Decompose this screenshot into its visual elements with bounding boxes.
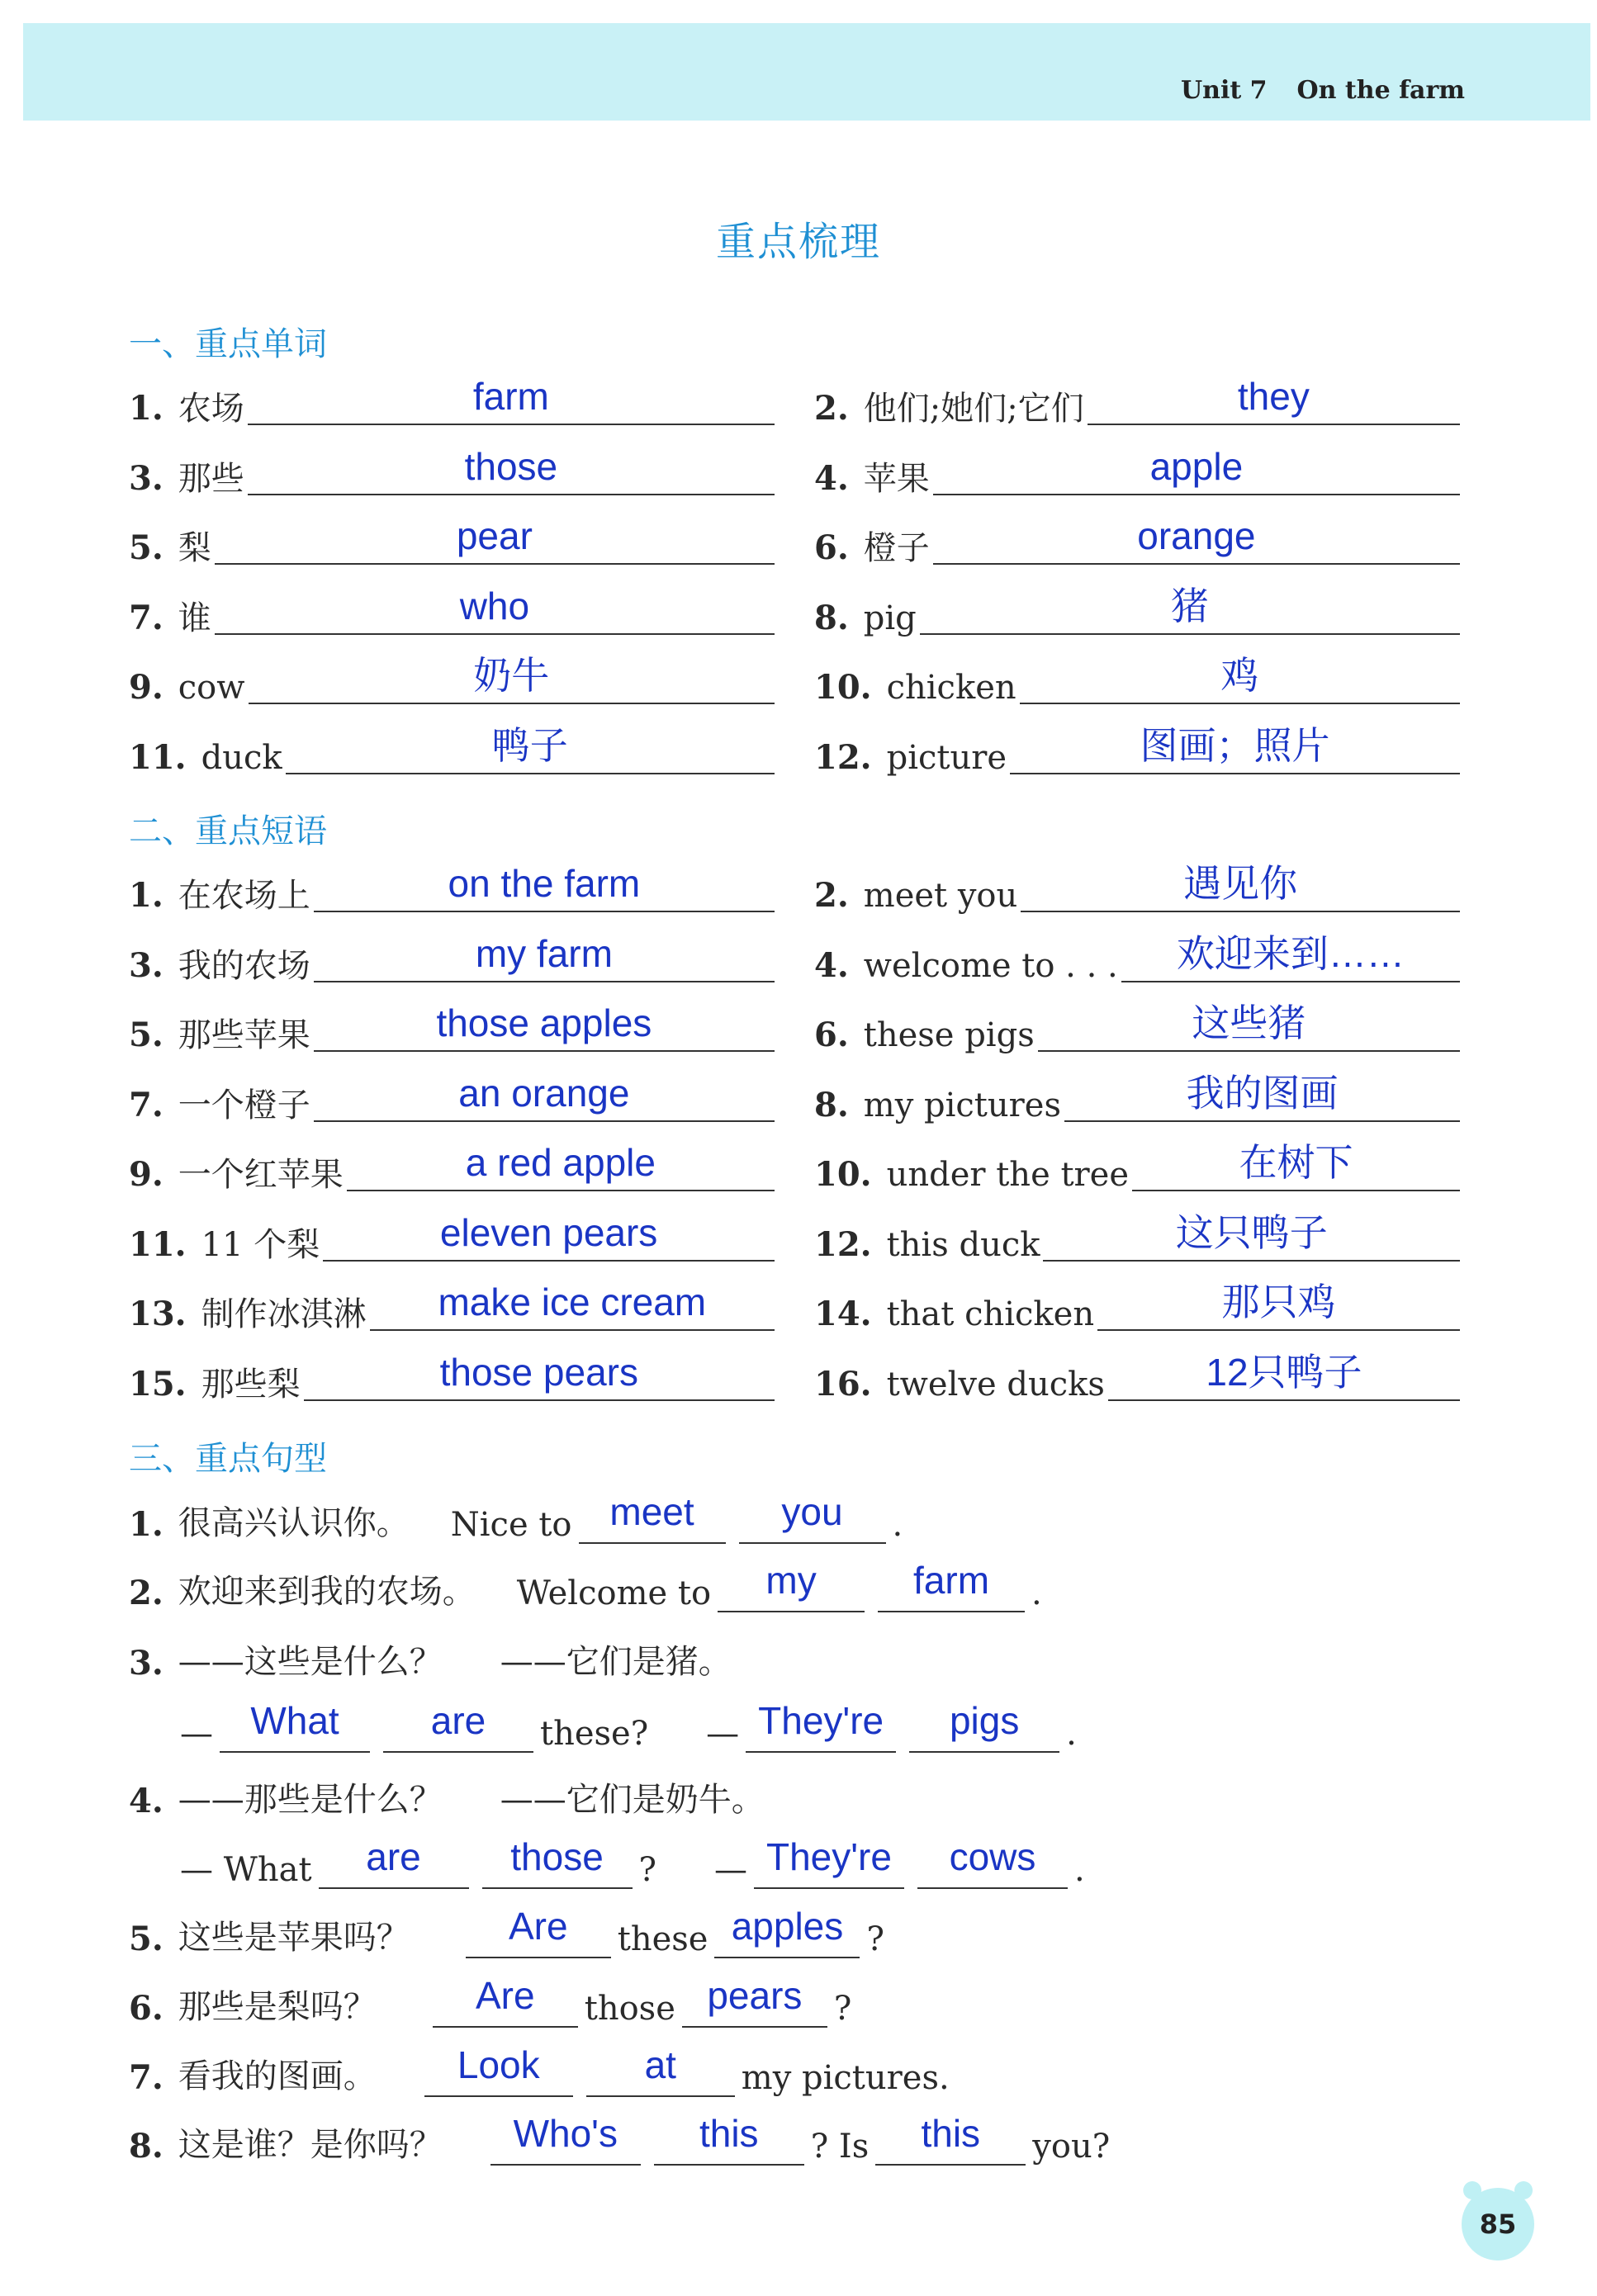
answer-text: pear xyxy=(456,514,533,557)
answer-text: make ice cream xyxy=(438,1281,707,1323)
answer-text: this xyxy=(699,2112,759,2155)
answer-text: 在树下 xyxy=(1239,1141,1353,1184)
answer-text: apple xyxy=(1149,444,1244,488)
item-number: 2. xyxy=(814,389,849,428)
sentence-6 xyxy=(129,1974,852,2036)
sentence-text: ? Is xyxy=(810,2128,870,2166)
item-number: 9. xyxy=(129,1155,163,1194)
answer-blank[interactable] xyxy=(746,1699,896,1753)
answer-blank[interactable] xyxy=(286,723,775,774)
item-prompt: cow xyxy=(178,669,245,707)
item-number: 16. xyxy=(814,1364,872,1404)
answer-blank[interactable] xyxy=(424,2043,573,2097)
item-prompt: 谁 xyxy=(178,599,211,637)
sentence-end: . xyxy=(1066,1715,1077,1753)
fill-item xyxy=(814,376,1460,433)
sentence-4-chinese xyxy=(129,1771,765,1829)
answer-text: 欢迎来到…… xyxy=(1176,931,1405,975)
item-number: 7. xyxy=(129,1085,163,1124)
item-prompt: 我的农场 xyxy=(178,946,310,985)
fill-item xyxy=(814,1002,1460,1060)
item-number: 8. xyxy=(129,2127,163,2166)
answer-text: a red apple xyxy=(465,1141,656,1184)
answer-text: this xyxy=(921,2112,981,2155)
answer-text: 图画；照片 xyxy=(1140,723,1330,767)
item-number: 14. xyxy=(814,1295,872,1333)
item-prompt: 那些 xyxy=(178,459,244,498)
answer-blank[interactable] xyxy=(909,1699,1059,1753)
sentence-chinese: 这些是苹果吗？ xyxy=(178,1919,410,1957)
item-number: 11. xyxy=(129,1224,187,1264)
section-heading-phrases: 二、重点短语 xyxy=(129,812,327,850)
answer-blank[interactable] xyxy=(248,444,775,495)
item-prompt: this duck xyxy=(886,1225,1040,1264)
dash: — xyxy=(713,1851,747,1889)
answer-blank[interactable] xyxy=(579,1490,726,1544)
answer-text: 12只鸭子 xyxy=(1206,1350,1362,1394)
answer-blank[interactable] xyxy=(314,931,775,982)
item-number: 5. xyxy=(129,1920,163,1958)
answer-text: 奶牛 xyxy=(473,654,550,697)
answer-blank[interactable] xyxy=(586,2043,735,2097)
answer-text: They're xyxy=(758,1699,884,1742)
page-title: 重点梳理 xyxy=(715,219,881,265)
sentence-chinese-answer: ——它们是猪。 xyxy=(500,1643,732,1681)
answer-blank[interactable] xyxy=(215,514,775,565)
answer-blank[interactable] xyxy=(347,1141,775,1191)
fill-item xyxy=(814,1212,1460,1270)
item-number: 11. xyxy=(129,737,187,777)
running-header xyxy=(1151,76,1465,105)
unit-topic: On the farm xyxy=(1296,76,1465,105)
item-prompt: twelve ducks xyxy=(886,1365,1105,1404)
sentence-text: those xyxy=(584,1990,675,2028)
item-number: 7. xyxy=(129,2058,163,2097)
item-number: 1. xyxy=(129,876,163,915)
item-number: 3. xyxy=(129,1644,163,1683)
fill-item xyxy=(129,1212,775,1270)
section-heading-words: 一、重点单词 xyxy=(129,325,327,363)
answer-text: orange xyxy=(1137,514,1256,557)
answer-blank[interactable] xyxy=(1121,931,1460,982)
item-prompt: pig xyxy=(863,599,917,637)
answer-blank[interactable] xyxy=(1097,1281,1460,1331)
answer-blank[interactable] xyxy=(482,1835,633,1889)
answer-text: those xyxy=(510,1835,604,1878)
item-number: 7. xyxy=(129,598,163,637)
item-prompt: picture xyxy=(886,738,1007,777)
answer-text: are xyxy=(366,1835,421,1878)
answer-text: farm xyxy=(472,375,549,418)
answer-blank[interactable] xyxy=(878,1559,1025,1612)
answer-blank[interactable] xyxy=(933,444,1460,495)
answer-blank[interactable] xyxy=(933,514,1460,565)
answer-text: 这只鸭子 xyxy=(1175,1210,1328,1254)
answer-text: eleven pears xyxy=(439,1210,658,1254)
sentence-end: . xyxy=(892,1506,903,1544)
answer-blank[interactable] xyxy=(215,584,775,635)
sentence-end: ? xyxy=(866,1920,884,1958)
answer-text: cows xyxy=(949,1835,1036,1878)
item-number: 12. xyxy=(814,737,872,777)
fill-item xyxy=(814,1142,1460,1200)
answer-text: Are xyxy=(508,1905,568,1948)
answer-text: 鸡 xyxy=(1220,654,1259,697)
item-prompt: 农场 xyxy=(178,390,244,428)
answer-text: they xyxy=(1237,375,1310,418)
sentence-text: these? xyxy=(540,1715,649,1753)
fill-item xyxy=(814,863,1460,921)
sentence-end: . xyxy=(1073,1851,1085,1889)
item-prompt: duck xyxy=(201,738,282,777)
unit-label: Unit 7 xyxy=(1180,76,1268,105)
answer-text: 遇见你 xyxy=(1183,862,1298,905)
answer-blank[interactable] xyxy=(433,1974,578,2028)
item-prompt: 在农场上 xyxy=(178,877,310,915)
sentence-end: . xyxy=(1031,1574,1042,1612)
sentence-text: you? xyxy=(1032,2128,1111,2166)
item-number: 6. xyxy=(814,1015,849,1054)
section-heading-sentences: 三、重点句型 xyxy=(129,1440,327,1478)
header-band xyxy=(23,23,1590,121)
answer-text: Are xyxy=(475,1974,535,2017)
sentence-2 xyxy=(129,1559,1042,1621)
item-prompt: 梨 xyxy=(178,529,211,567)
item-prompt: these pigs xyxy=(863,1016,1035,1054)
answer-blank[interactable] xyxy=(323,1210,775,1262)
answer-text: on the farm xyxy=(448,862,641,905)
answer-blank[interactable] xyxy=(1021,862,1460,912)
answer-blank[interactable] xyxy=(319,1835,469,1889)
sentence-3-chinese xyxy=(129,1633,732,1691)
answer-text: meet xyxy=(609,1490,694,1533)
fill-item xyxy=(814,446,1460,504)
sentence-chinese: 很高兴认识你。 xyxy=(178,1504,410,1542)
item-prompt: chicken xyxy=(886,669,1016,707)
fill-item xyxy=(814,515,1460,573)
item-number: 1. xyxy=(129,1505,163,1544)
sentence-7 xyxy=(129,2043,950,2105)
sentence-text: — What xyxy=(180,1851,312,1889)
item-prompt: 那些苹果 xyxy=(178,1016,310,1054)
fill-item xyxy=(814,1352,1460,1409)
answer-text: my farm xyxy=(475,931,613,975)
item-number: 6. xyxy=(814,528,849,567)
answer-blank[interactable] xyxy=(920,584,1460,635)
answer-blank[interactable] xyxy=(1038,1001,1460,1052)
sentence-4-english xyxy=(180,1835,1085,1897)
fill-item xyxy=(129,1072,775,1130)
fill-item xyxy=(814,655,1460,712)
answer-blank[interactable] xyxy=(1064,1071,1460,1122)
answer-text: Who's xyxy=(513,2112,618,2155)
item-prompt: 苹果 xyxy=(863,459,930,498)
answer-text: apples xyxy=(731,1905,844,1948)
item-prompt: 他们;她们;它们 xyxy=(863,390,1084,428)
item-prompt: 一个橙子 xyxy=(178,1086,310,1124)
fill-item xyxy=(129,1002,775,1060)
answer-text: pears xyxy=(707,1974,803,2017)
question-mark: ? xyxy=(638,1851,656,1889)
answer-blank[interactable] xyxy=(490,2112,641,2166)
fill-item xyxy=(129,585,775,643)
answer-text: pigs xyxy=(949,1699,1020,1742)
item-number: 4. xyxy=(814,458,849,498)
fill-item xyxy=(814,1072,1460,1130)
answer-blank[interactable] xyxy=(1088,375,1460,425)
item-prompt: under the tree xyxy=(886,1156,1129,1194)
item-number: 2. xyxy=(129,1574,163,1612)
item-number: 10. xyxy=(814,668,872,707)
item-prompt: my pictures xyxy=(863,1086,1061,1124)
dash: — xyxy=(180,1715,213,1753)
answer-text: those xyxy=(464,444,558,488)
fill-item xyxy=(129,515,775,573)
sentence-text: Nice to xyxy=(450,1506,572,1544)
item-prompt: 橙子 xyxy=(863,529,930,567)
answer-blank[interactable] xyxy=(370,1281,775,1331)
answer-text: 这些猪 xyxy=(1192,1001,1306,1044)
fill-item xyxy=(814,933,1460,991)
answer-blank[interactable] xyxy=(220,1699,370,1753)
answer-text: those pears xyxy=(439,1350,638,1394)
answer-text: my xyxy=(765,1559,817,1602)
fill-item xyxy=(129,725,775,783)
answer-text: 那只鸡 xyxy=(1221,1281,1336,1323)
fill-item xyxy=(814,725,1460,783)
answer-blank[interactable] xyxy=(714,1905,860,1958)
page-number: 85 xyxy=(1462,2188,1534,2260)
sentence-8 xyxy=(129,2112,1111,2174)
answer-blank[interactable] xyxy=(248,375,775,425)
item-number: 6. xyxy=(129,1989,163,2028)
answer-text: at xyxy=(644,2043,676,2086)
sentence-text: my pictures. xyxy=(741,2059,950,2097)
fill-item xyxy=(814,1281,1460,1339)
item-prompt: 那些梨 xyxy=(201,1365,301,1404)
sentence-1 xyxy=(129,1490,903,1552)
item-number: 4. xyxy=(129,1782,163,1820)
answer-blank[interactable] xyxy=(754,1835,904,1889)
sentence-chinese-answer: ——它们是奶牛。 xyxy=(500,1781,765,1819)
sentence-chinese-question: ——这些是什么？ xyxy=(178,1643,443,1681)
answer-blank[interactable] xyxy=(314,1071,775,1122)
item-number: 5. xyxy=(129,1015,163,1054)
fill-item xyxy=(129,446,775,504)
fill-item xyxy=(129,376,775,433)
item-number: 10. xyxy=(814,1155,872,1194)
item-number: 8. xyxy=(814,598,849,637)
item-prompt: 一个红苹果 xyxy=(178,1156,344,1194)
item-prompt: meet you xyxy=(863,877,1018,915)
answer-blank[interactable] xyxy=(304,1350,775,1401)
sentence-end: ? xyxy=(833,1990,852,2028)
answer-text: you xyxy=(781,1490,843,1533)
answer-blank[interactable] xyxy=(1043,1210,1460,1262)
sentence-chinese-question: ——那些是什么？ xyxy=(178,1781,443,1819)
fill-item xyxy=(129,655,775,712)
answer-blank[interactable] xyxy=(314,862,775,912)
sentence-chinese: 这是谁？是你吗？ xyxy=(178,2126,443,2164)
item-number: 3. xyxy=(129,945,163,985)
answer-text: What xyxy=(250,1699,339,1742)
fill-item xyxy=(129,863,775,921)
item-number: 1. xyxy=(129,389,163,428)
answer-text: 鸭子 xyxy=(491,723,568,767)
answer-text: Look xyxy=(457,2043,540,2086)
answer-text: an orange xyxy=(458,1071,630,1115)
answer-text: 猪 xyxy=(1170,584,1209,627)
item-number: 15. xyxy=(129,1364,187,1404)
answer-blank[interactable] xyxy=(739,1490,886,1544)
item-number: 2. xyxy=(814,876,849,915)
answer-text: 我的图画 xyxy=(1186,1071,1339,1115)
answer-blank[interactable] xyxy=(917,1835,1068,1889)
fill-item xyxy=(129,1142,775,1200)
sentence-chinese: 欢迎来到我的农场。 xyxy=(178,1573,476,1611)
answer-blank[interactable] xyxy=(682,1974,827,2028)
item-prompt: welcome to . . . xyxy=(863,946,1118,985)
fill-item xyxy=(129,1352,775,1409)
answer-blank[interactable] xyxy=(718,1559,865,1612)
fill-item xyxy=(129,1281,775,1339)
item-number: 4. xyxy=(814,945,849,985)
answer-blank[interactable] xyxy=(466,1905,611,1958)
item-number: 3. xyxy=(129,458,163,498)
sentence-text: Welcome to xyxy=(516,1574,712,1612)
answer-blank[interactable] xyxy=(314,1001,775,1052)
answer-blank[interactable] xyxy=(1132,1141,1460,1191)
item-number: 8. xyxy=(814,1085,849,1124)
item-number: 12. xyxy=(814,1224,872,1264)
answer-blank[interactable] xyxy=(1010,723,1460,774)
answer-text: farm xyxy=(913,1559,990,1602)
answer-blank[interactable] xyxy=(1108,1350,1460,1401)
answer-text: those apples xyxy=(436,1001,652,1044)
sentence-chinese: 看我的图画。 xyxy=(178,2057,377,2095)
item-prompt: that chicken xyxy=(886,1295,1095,1333)
item-prompt: 11 个梨 xyxy=(201,1225,320,1264)
dash: — xyxy=(706,1715,740,1753)
answer-blank[interactable] xyxy=(875,2112,1026,2166)
sentence-chinese: 那些是梨吗？ xyxy=(178,1988,377,2026)
sentence-3-english xyxy=(180,1699,1077,1761)
answer-blank[interactable] xyxy=(654,2112,804,2166)
answer-text: They're xyxy=(765,1835,892,1878)
item-number: 9. xyxy=(129,668,163,707)
answer-text: are xyxy=(430,1699,486,1742)
item-number: 13. xyxy=(129,1295,187,1333)
answer-text: who xyxy=(459,584,530,627)
fill-item xyxy=(129,933,775,991)
item-prompt: 制作冰淇淋 xyxy=(201,1295,367,1333)
fill-item xyxy=(814,585,1460,643)
sentence-text: these xyxy=(617,1920,708,1958)
answer-blank[interactable] xyxy=(383,1699,533,1753)
answer-blank[interactable] xyxy=(249,654,775,704)
answer-blank[interactable] xyxy=(1020,654,1460,704)
item-number: 5. xyxy=(129,528,163,567)
sentence-5 xyxy=(129,1905,884,1967)
